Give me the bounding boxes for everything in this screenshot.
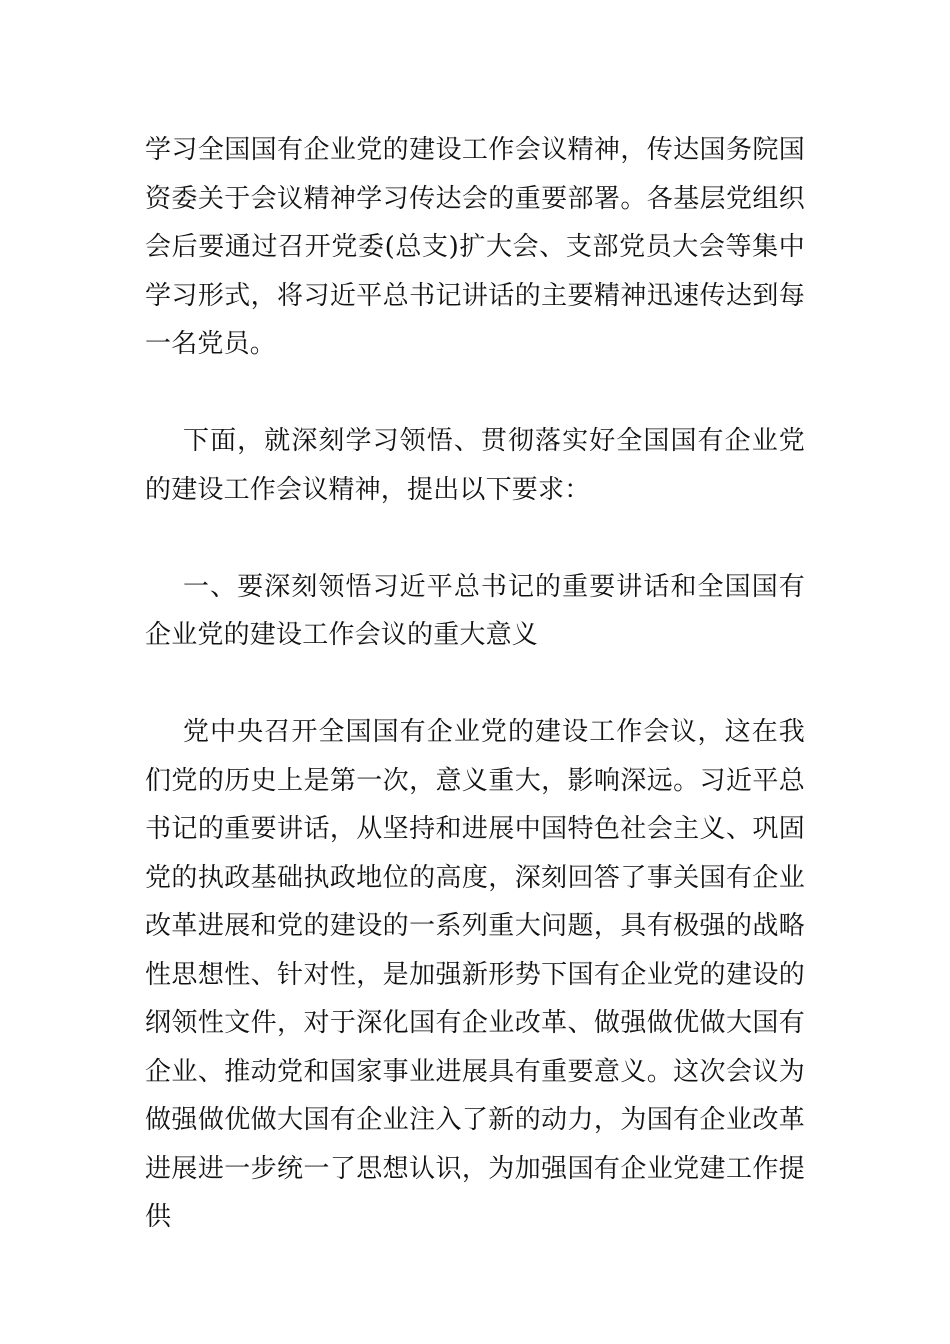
paragraph-intro-requirements: 下面，就深刻学习领悟、贯彻落实好全国国有企业党的建设工作会议精神，提出以下要求：: [145, 426, 805, 505]
document-body: [145, 126, 805, 1242]
paragraph-continuation: 学习全国国有企业党的建设工作会议精神，传达国务院国资委关于会议精神学习传达会的重要部署。各基层党组织会后要通过召开党委(总支)扩大会、支部党员大会等集中学习形式，将习近平总书记讲话的主要精神迅速传达到每一名党员。: [145, 135, 805, 359]
section-heading-one: 一、要深刻领悟习近平总书记的重要讲话和全国国有企业党的建设工作会议的重大意义: [145, 571, 805, 650]
paragraph-significance: 党中央召开全国国有企业党的建设工作会议，这在我们党的历史上是第一次，意义重大，影响深远。习近平总书记的重要讲话，从坚持和进展中国特色社会主义、巩固党的执政基础执政地位的高度，深刻回答了事关国有企业改革进展和党的建设的一系列重大问题，具有极强的战略性思想性、针对性，是加强新形势下国有企业党的建设的纲领性文件，对于深化国有企业改革、做强做优做大国有企业、推动党和国家事业进展具有重要意义。这次会议为做强做优做大国有企业注入了新的动力，为国有企业改革进展进一步统一了思想认识，为加强国有企业党建工作提供: [145, 717, 805, 1232]
